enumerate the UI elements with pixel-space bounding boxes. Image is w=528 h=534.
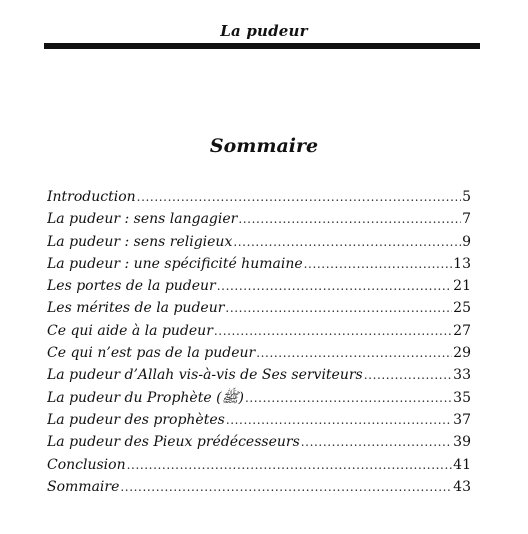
toc-entry-pieux-predecesseurs — [47, 431, 471, 453]
toc-dot-leader — [137, 186, 461, 208]
toc-dot-leader — [127, 454, 453, 476]
toc-entry-page: 9 — [462, 233, 471, 250]
toc-dot-leader — [364, 364, 452, 386]
toc-dot-leader — [256, 342, 452, 364]
toc-entry-label: Les portes de la pudeur — [47, 278, 216, 295]
toc-entry-page: 41 — [453, 456, 471, 473]
toc-entry-sommaire — [47, 476, 471, 498]
toc-entry-page: 21 — [453, 278, 471, 295]
toc-entry-label: Ce qui aide à la pudeur — [47, 322, 213, 339]
toc-entry-label: La pudeur : sens religieux — [47, 233, 233, 250]
toc-entry-portes — [47, 275, 471, 297]
toc-dot-leader — [217, 275, 452, 297]
toc-entry-sens-langagier — [47, 208, 471, 230]
toc-entry-label: La pudeur : sens langagier — [47, 211, 238, 228]
toc-entry-page: 35 — [453, 389, 471, 406]
toc-entry-label: La pudeur : une spécificité humaine — [47, 255, 303, 272]
toc-entry-page: 29 — [453, 345, 471, 362]
toc-entry-conclusion — [47, 454, 471, 476]
running-header-title: La pudeur — [220, 22, 308, 40]
toc-entry-specificite-humaine — [47, 253, 471, 275]
toc-entry-label: Introduction — [47, 189, 136, 205]
toc-entry-page: 39 — [453, 434, 471, 451]
toc-entry-page: 5 — [462, 189, 471, 205]
toc-dot-leader — [304, 253, 453, 275]
toc-entry-label: La pudeur des prophètes — [47, 411, 225, 428]
toc-entry-pudeur-prophetes — [47, 409, 471, 431]
toc-dot-leader — [214, 320, 452, 342]
toc-entry-merites — [47, 297, 471, 319]
toc-entry-pudeur-allah — [47, 364, 471, 386]
toc-entry-page: 33 — [453, 367, 471, 384]
toc-list — [47, 186, 471, 498]
header-rule — [44, 43, 480, 49]
toc-entry-pudeur-prophete — [47, 387, 471, 409]
toc-entry-label: Conclusion — [47, 456, 126, 473]
toc-entry-introduction — [47, 186, 471, 208]
toc-entry-label: Les mérites de la pudeur — [47, 300, 225, 317]
toc-entry-page: 13 — [453, 255, 471, 272]
toc-entry-ce-qui-nest-pas — [47, 342, 471, 364]
toc-entry-page: 37 — [453, 411, 471, 428]
toc-entry-label: La pudeur du Prophète (ﷺ) — [47, 389, 244, 406]
toc-dot-leader — [225, 297, 452, 319]
toc-entry-label: Sommaire — [47, 478, 120, 495]
toc-dot-leader — [226, 409, 452, 431]
toc-dot-leader — [238, 208, 461, 230]
toc-entry-ce-qui-aide — [47, 320, 471, 342]
toc-dot-leader — [233, 231, 461, 253]
toc-entry-sens-religieux — [47, 231, 471, 253]
toc-title: Sommaire — [209, 135, 319, 157]
toc-dot-leader — [245, 387, 452, 409]
toc-entry-page: 27 — [453, 322, 471, 339]
toc-entry-label: Ce qui n’est pas de la pudeur — [47, 345, 256, 362]
toc-entry-label: La pudeur des Pieux prédécesseurs — [47, 434, 300, 451]
toc-entry-page: 43 — [453, 478, 471, 495]
toc-entry-page: 7 — [462, 211, 471, 228]
toc-dot-leader — [301, 431, 452, 453]
toc-dot-leader — [120, 476, 452, 498]
toc-entry-page: 25 — [453, 300, 471, 317]
toc-entry-label: La pudeur d’Allah vis-à-vis de Ses serviteurs — [47, 367, 363, 384]
